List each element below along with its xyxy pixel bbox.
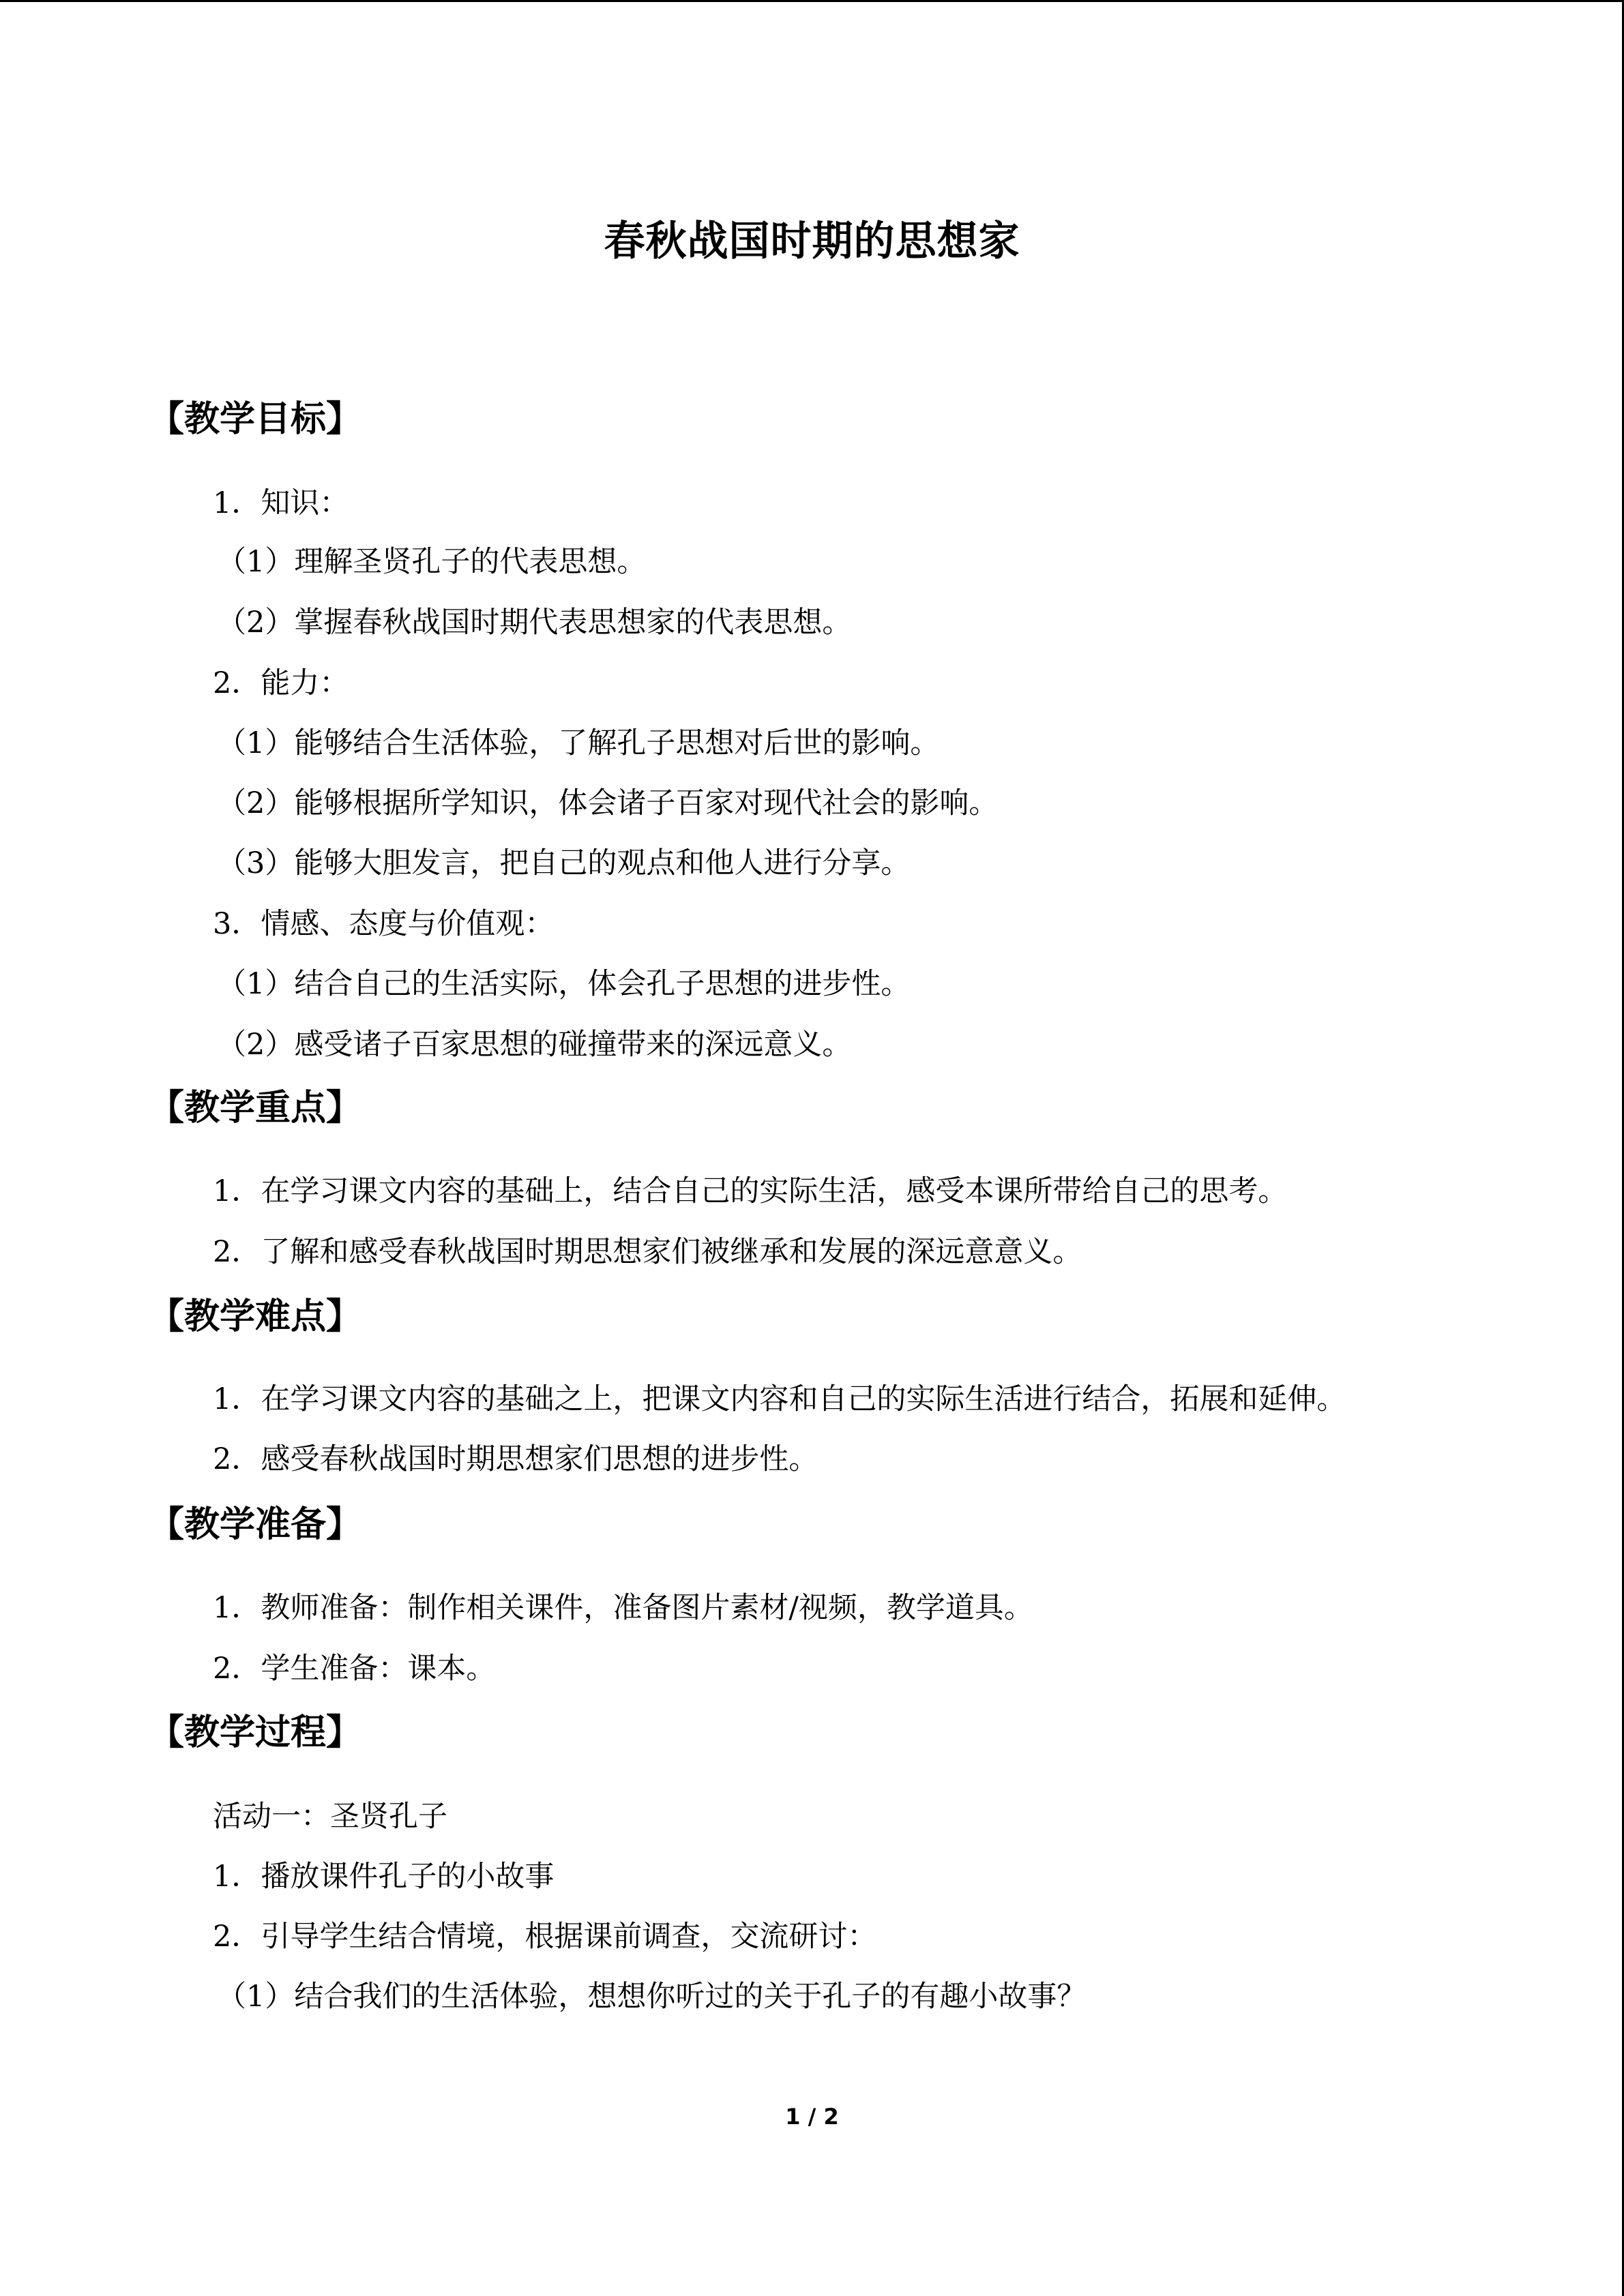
objective-line: 1．知识：: [213, 486, 349, 520]
process-line: （1）结合我们的生活体验，想想你听过的关于孔子的有趣小故事？: [217, 1980, 1087, 2014]
objective-line: （1）结合自己的生活实际，体会孔子思想的进步性。: [217, 967, 911, 1001]
process-line: 1．播放课件孔子的小故事: [213, 1860, 555, 1894]
objective-line: （2）掌握春秋战国时期代表思想家的代表思想。: [217, 606, 852, 640]
objective-line: 2．能力：: [213, 666, 349, 700]
preparation-line: 2．学生准备：课本。: [213, 1652, 496, 1686]
objective-line: （2）感受诸子百家思想的碰撞带来的深远意义。: [217, 1028, 852, 1062]
difficulty-line: 1．在学习课文内容的基础之上，把课文内容和自己的实际生活进行结合，拓展和延伸。: [213, 1382, 1346, 1416]
objective-line: （2）能够根据所学知识，体会诸子百家对现代社会的影响。: [217, 786, 999, 820]
objective-line: 3．情感、态度与价值观：: [213, 907, 555, 941]
process-line: 活动一：圣贤孔子: [213, 1800, 447, 1834]
section-heading-process: 【教学过程】: [149, 1712, 362, 1753]
objective-line: （1）能够结合生活体验，了解孔子思想对后世的影响。: [217, 726, 940, 760]
page-number: 1 / 2: [785, 2104, 839, 2130]
key-point-line: 1．在学习课文内容的基础上，结合自己的实际生活，感受本课所带给自己的思考。: [213, 1174, 1288, 1208]
document-title: 春秋战国时期的思想家: [604, 218, 1020, 265]
section-heading-difficulties: 【教学难点】: [149, 1296, 362, 1337]
objective-line: （1）理解圣贤孔子的代表思想。: [217, 545, 647, 579]
section-heading-key-points: 【教学重点】: [149, 1087, 362, 1129]
section-heading-objectives: 【教学目标】: [149, 398, 362, 440]
key-point-line: 2．了解和感受春秋战国时期思想家们被继承和发展的深远意意义。: [213, 1235, 1082, 1269]
difficulty-line: 2．感受春秋战国时期思想家们思想的进步性。: [213, 1442, 818, 1476]
section-heading-preparation: 【教学准备】: [149, 1504, 362, 1545]
preparation-line: 1．教师准备：制作相关课件，准备图片素材/视频，教学道具。: [213, 1591, 1033, 1625]
process-line: 2．引导学生结合情境，根据课前调查，交流研讨：: [213, 1920, 877, 1954]
objective-line: （3）能够大胆发言，把自己的观点和他人进行分享。: [217, 846, 911, 880]
